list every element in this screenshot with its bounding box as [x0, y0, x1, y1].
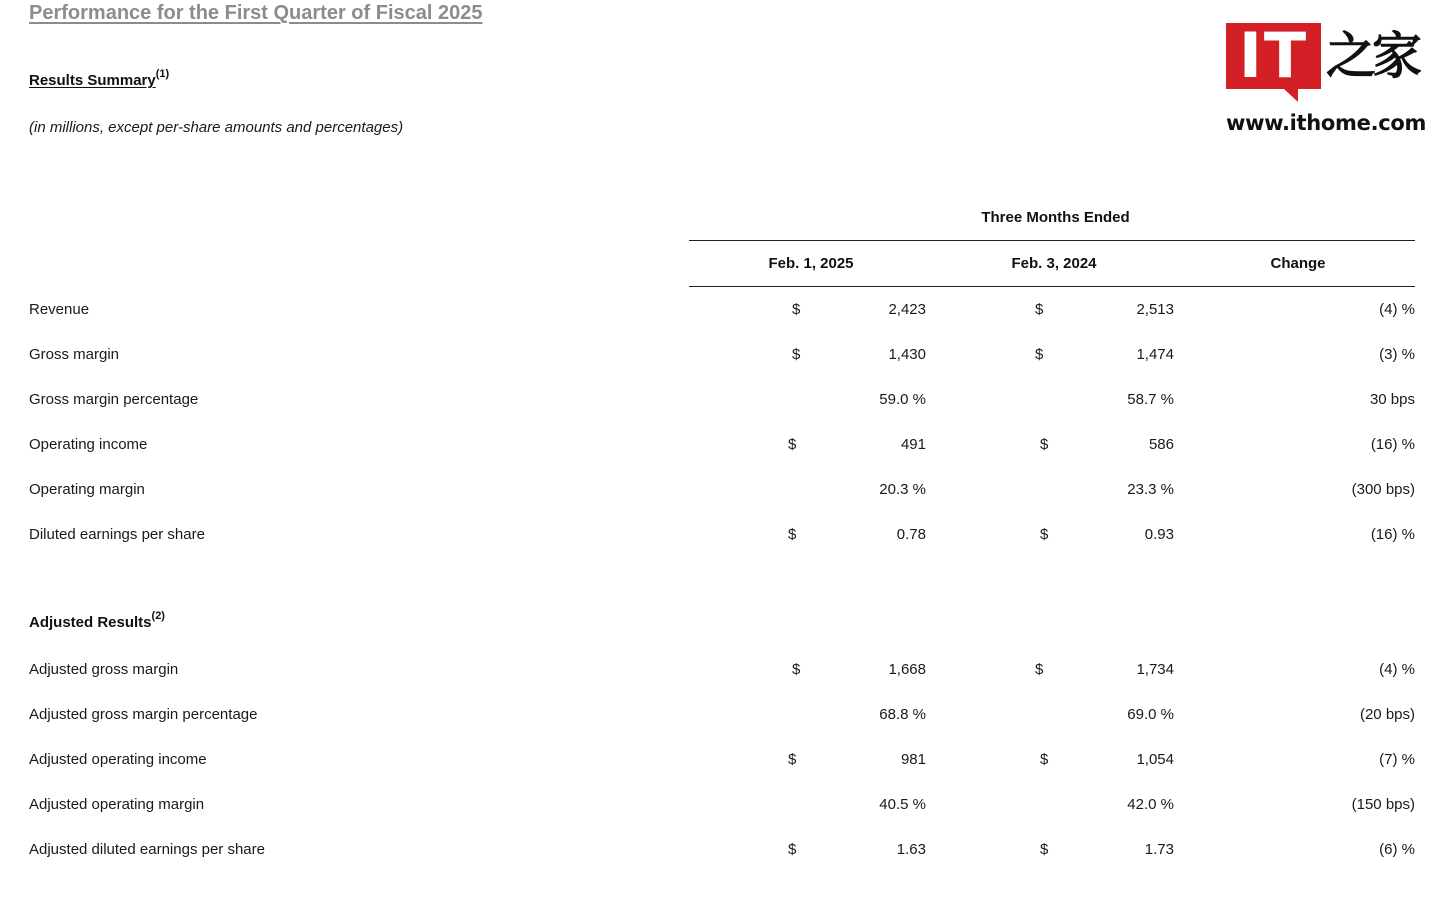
column-header-prior: Feb. 3, 2024 — [1011, 255, 1097, 272]
currency-symbol: $ — [1035, 661, 1044, 678]
adjusted-results-footnote: (2) — [151, 610, 165, 622]
value-prior: 58.7 % — [1127, 391, 1174, 408]
row-label: Revenue — [29, 301, 90, 318]
table-row-gross-margin — [0, 343, 1440, 367]
value-current: 981 — [900, 751, 926, 768]
table-row-adjusted-diluted-eps — [0, 838, 1440, 862]
logo-speech-tail-icon — [1284, 89, 1298, 102]
value-prior: 42.0 % — [1127, 796, 1174, 813]
value-current: 20.3 % — [879, 481, 926, 498]
value-prior: 1.73 — [1144, 841, 1174, 858]
value-prior: 586 — [1148, 436, 1174, 453]
column-header-change: Change — [1270, 255, 1326, 272]
document-title: Performance for the First Quarter of Fiscal 2025 — [29, 2, 483, 24]
value-prior: 1,054 — [1136, 751, 1174, 768]
currency-symbol: $ — [792, 346, 801, 363]
results-summary-footnote: (1) — [155, 68, 170, 80]
value-change: (20 bps) — [1359, 706, 1415, 723]
row-label: Adjusted operating income — [29, 751, 207, 768]
logo-chinese-text: 之家 — [1326, 26, 1418, 85]
value-current: 59.0 % — [879, 391, 926, 408]
row-label: Gross margin — [29, 346, 120, 363]
currency-symbol: $ — [788, 751, 797, 768]
value-prior: 2,513 — [1136, 301, 1174, 318]
table-row-adjusted-operating-margin — [0, 793, 1440, 817]
table-row-diluted-eps — [0, 523, 1440, 547]
header-rule-top — [689, 240, 1415, 241]
value-current: 68.8 % — [879, 706, 926, 723]
adjusted-results-label: Adjusted Results — [29, 614, 152, 631]
table-row-gross-margin-percentage — [0, 388, 1440, 412]
value-current: 2,423 — [888, 301, 926, 318]
currency-symbol: $ — [1040, 751, 1049, 768]
table-row-adjusted-gross-margin — [0, 658, 1440, 682]
results-summary-heading — [29, 68, 170, 89]
value-change: (16) % — [1370, 526, 1415, 543]
value-change: (6) % — [1379, 841, 1415, 858]
currency-symbol: $ — [1040, 841, 1049, 858]
table-row-operating-income — [0, 433, 1440, 457]
row-label: Operating income — [29, 436, 148, 453]
value-current: 40.5 % — [879, 796, 926, 813]
units-note: (in millions, except per-share amounts and percentages) — [29, 119, 404, 136]
value-change: (150 bps) — [1351, 796, 1415, 813]
row-label: Adjusted gross margin percentage — [29, 706, 258, 723]
table-row-operating-margin — [0, 478, 1440, 502]
currency-symbol: $ — [792, 661, 801, 678]
column-header-current: Feb. 1, 2025 — [768, 255, 854, 272]
value-current: 491 — [900, 436, 926, 453]
value-change: (4) % — [1379, 301, 1415, 318]
row-label: Adjusted gross margin — [29, 661, 179, 678]
logo-url: www.ithome.com — [1226, 111, 1427, 135]
value-prior: 1,734 — [1136, 661, 1174, 678]
value-prior: 69.0 % — [1127, 706, 1174, 723]
value-current: 0.78 — [896, 526, 926, 543]
row-label: Operating margin — [29, 481, 145, 498]
table-row-adjusted-operating-income — [0, 748, 1440, 772]
currency-symbol: $ — [788, 526, 797, 543]
currency-symbol: $ — [1040, 526, 1049, 543]
value-current: 1,430 — [888, 346, 926, 363]
value-change: (3) % — [1379, 346, 1415, 363]
value-change: (16) % — [1370, 436, 1415, 453]
value-change: 30 bps — [1369, 391, 1415, 408]
value-change: (4) % — [1379, 661, 1415, 678]
header-rule-bottom — [689, 286, 1415, 287]
value-change: (300 bps) — [1351, 481, 1415, 498]
value-prior: 23.3 % — [1127, 481, 1174, 498]
value-current: 1.63 — [896, 841, 926, 858]
currency-symbol: $ — [788, 841, 797, 858]
period-header: Three Months Ended — [981, 209, 1130, 226]
currency-symbol: $ — [1035, 301, 1044, 318]
value-change: (7) % — [1379, 751, 1415, 768]
row-label: Diluted earnings per share — [29, 526, 205, 543]
currency-symbol: $ — [788, 436, 797, 453]
value-current: 1,668 — [888, 661, 926, 678]
logo-it-mark: IT — [1226, 23, 1321, 89]
row-label: Gross margin percentage — [29, 391, 199, 408]
currency-symbol: $ — [1035, 346, 1044, 363]
row-label: Adjusted operating margin — [29, 796, 205, 813]
currency-symbol: $ — [1040, 436, 1049, 453]
row-label: Adjusted diluted earnings per share — [29, 841, 265, 858]
value-prior: 0.93 — [1144, 526, 1174, 543]
table-row-revenue — [0, 298, 1440, 322]
ithome-logo — [1226, 19, 1427, 138]
currency-symbol: $ — [792, 301, 801, 318]
table-row-adjusted-gross-margin-percentage — [0, 703, 1440, 727]
results-summary-label: Results Summary — [29, 72, 156, 89]
value-prior: 1,474 — [1136, 346, 1174, 363]
adjusted-results-heading — [29, 610, 165, 631]
